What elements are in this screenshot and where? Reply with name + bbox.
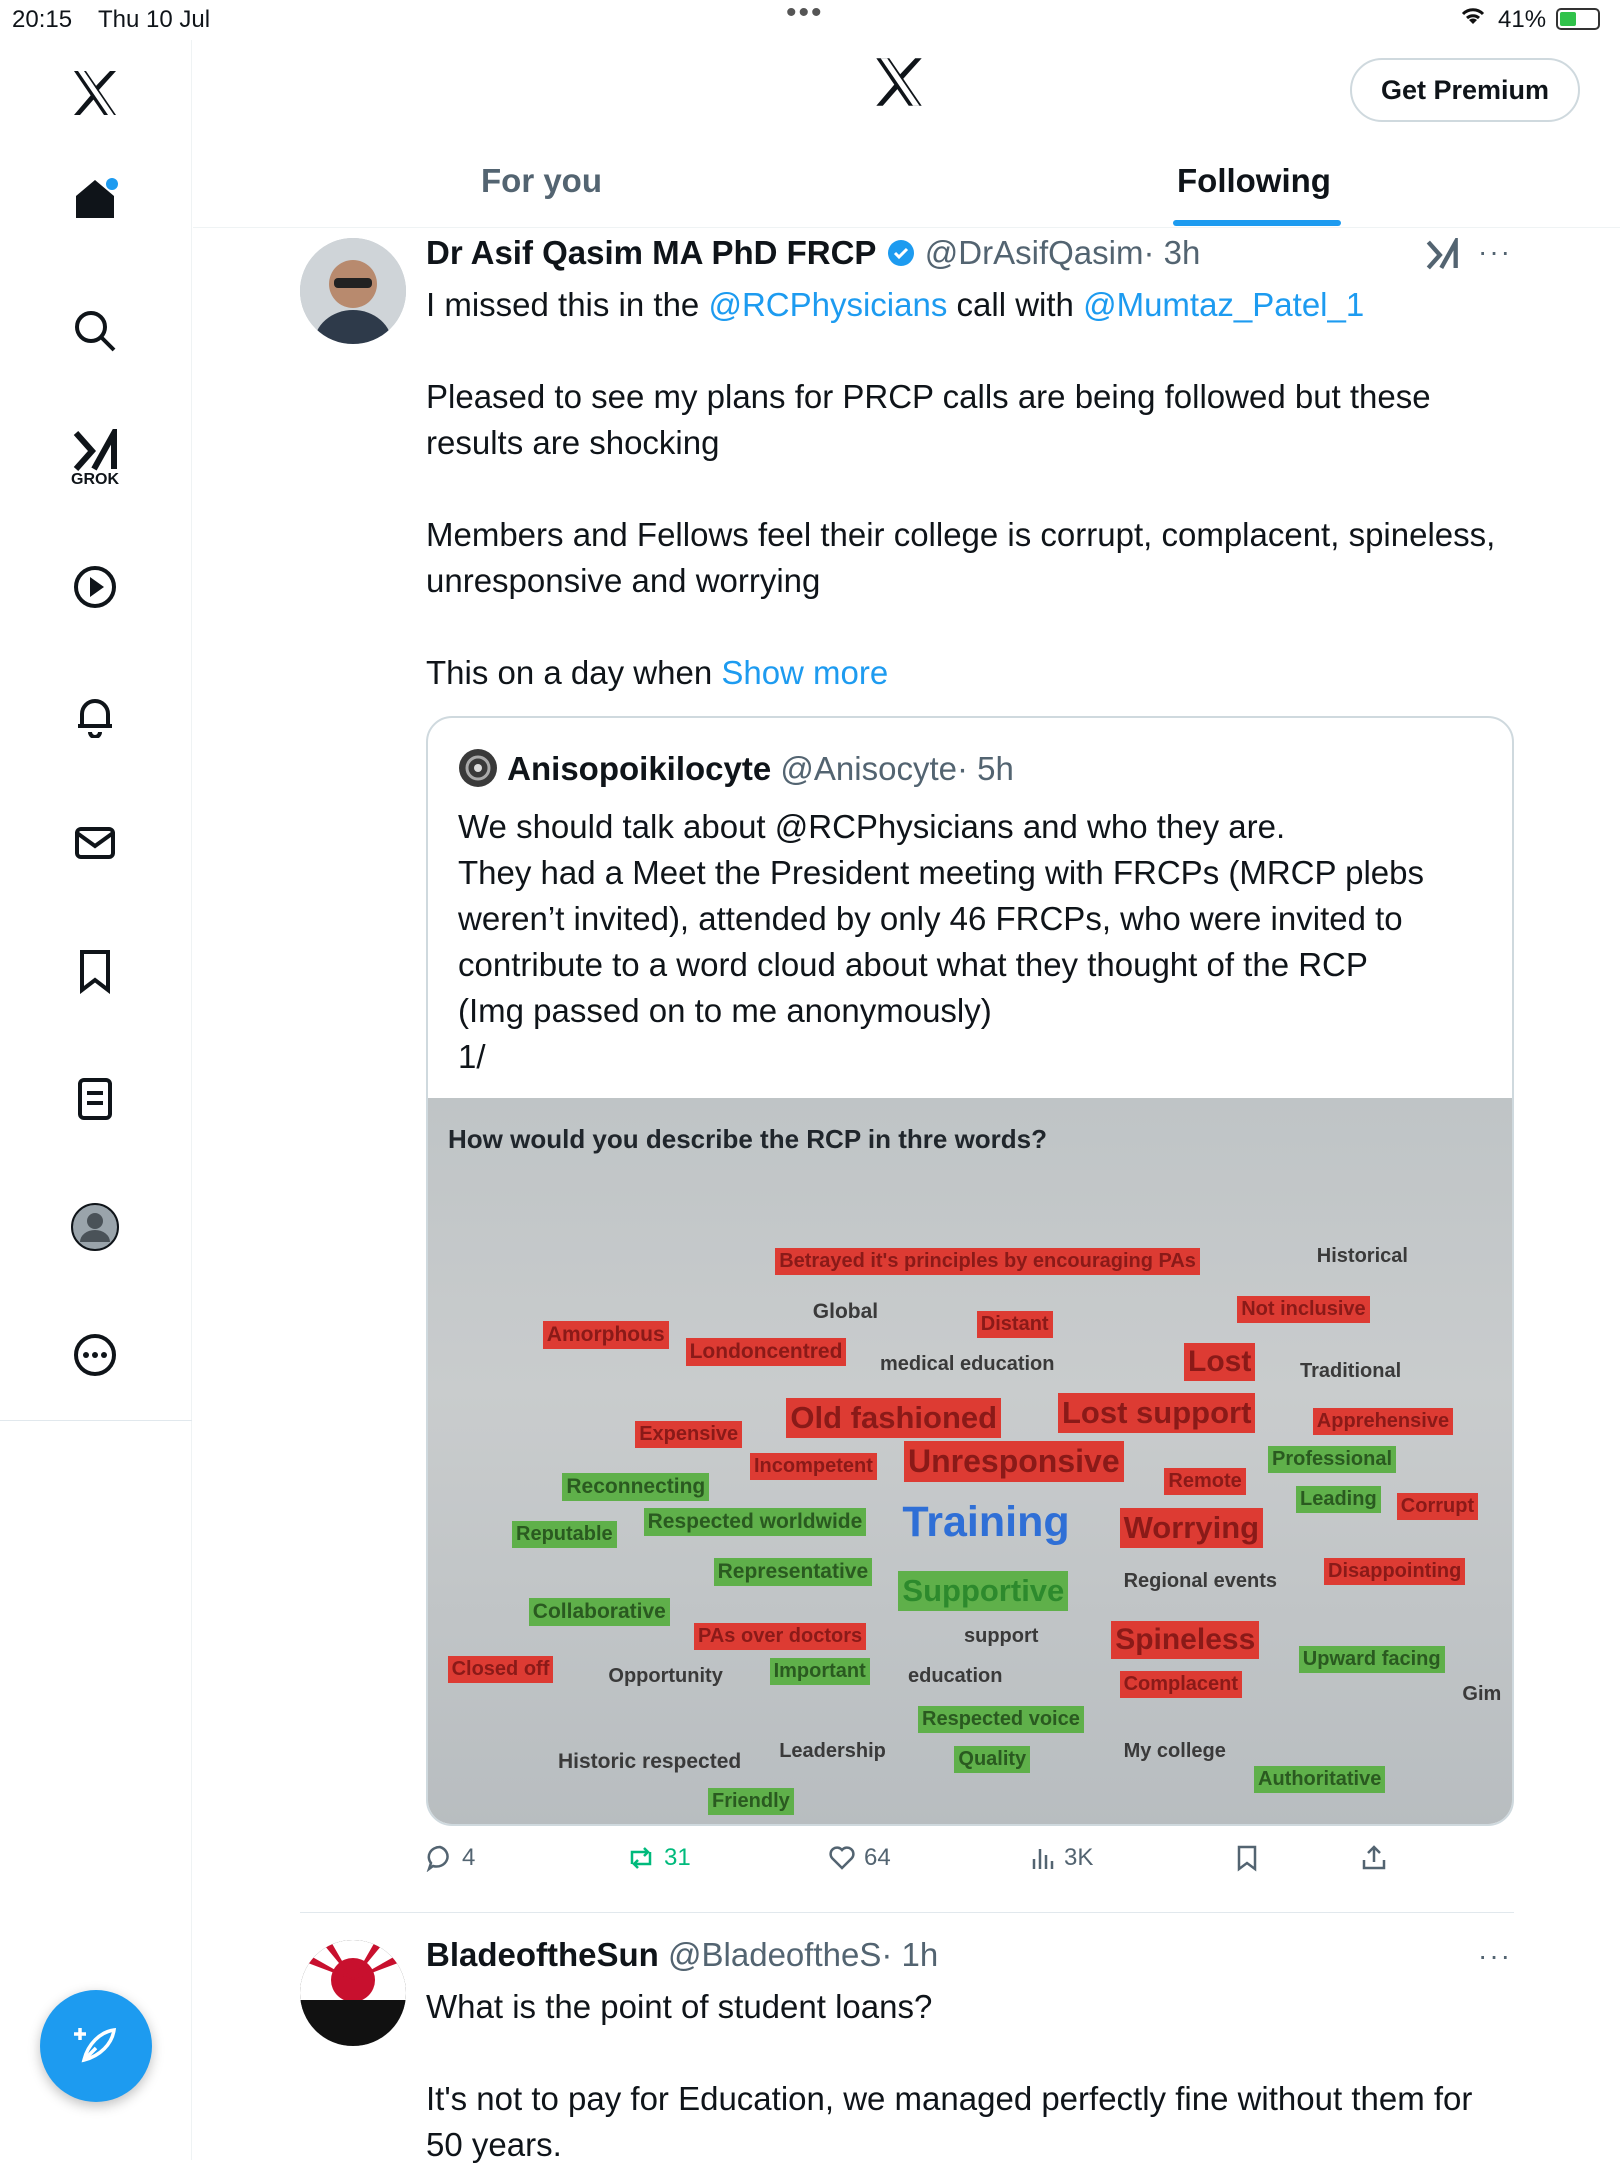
- tweet-paragraph: What is the point of student loans?: [426, 1988, 933, 2025]
- share-button[interactable]: [1360, 1844, 1388, 1872]
- word-cloud-word: Friendly: [708, 1788, 794, 1815]
- tweet-divider: [300, 1912, 1514, 1913]
- status-date: Thu 10 Jul: [98, 6, 211, 33]
- word-cloud-word: Leading: [1296, 1486, 1381, 1513]
- repost-count: 31: [664, 1844, 691, 1871]
- word-cloud-word: Historic respected: [558, 1750, 742, 1773]
- word-cloud-word: Collaborative: [529, 1598, 670, 1626]
- word-cloud-word: Training: [902, 1497, 1070, 1546]
- tweet-paragraph: Pleased to see my plans for PRCP calls are being followed but these results are shocking: [426, 378, 1431, 461]
- quote-header: [458, 748, 1014, 788]
- like-count: 64: [864, 1844, 891, 1871]
- notifications-bell-icon[interactable]: [54, 674, 136, 756]
- tweet-time[interactable]: · 1h: [881, 1936, 939, 1973]
- tweet-text-line1: [426, 282, 1506, 328]
- word-cloud-word: Traditional: [1300, 1360, 1402, 1382]
- word-cloud-word: Spineless: [1111, 1621, 1259, 1659]
- word-cloud-word: Amorphous: [543, 1321, 669, 1349]
- word-cloud-word: Incompetent: [750, 1453, 877, 1480]
- reply-count: 4: [462, 1844, 476, 1871]
- word-cloud-word: Respected voice: [918, 1706, 1084, 1733]
- author-handle[interactable]: @BladeoftheS: [668, 1936, 882, 1973]
- word-cloud-word: Betrayed it's principles by encouraging PAs: [775, 1248, 1200, 1275]
- sidebar-divider: [0, 1420, 192, 1421]
- video-icon[interactable]: [54, 546, 136, 628]
- views-button[interactable]: [1030, 1844, 1093, 1872]
- word-cloud-word: Distant: [977, 1311, 1053, 1338]
- grok-explain-icon[interactable]: [1424, 238, 1460, 277]
- word-cloud-word: Unresponsive: [904, 1441, 1124, 1482]
- bookmark-button[interactable]: [1234, 1844, 1260, 1872]
- mention-link[interactable]: @RCPhysicians: [708, 286, 948, 323]
- word-cloud-word: Not inclusive: [1237, 1296, 1369, 1323]
- tweet-text: This on a day when: [426, 654, 722, 691]
- word-cloud-word: Disappointing: [1324, 1558, 1465, 1585]
- word-cloud-word: Remote: [1164, 1468, 1245, 1495]
- word-cloud-question: How would you describe the RCP in thre words?: [448, 1124, 1048, 1154]
- grok-icon[interactable]: [54, 418, 136, 500]
- word-cloud-word: Historical: [1316, 1245, 1408, 1267]
- tab-following[interactable]: Following: [1177, 162, 1331, 199]
- word-cloud-word: Representative: [714, 1558, 873, 1586]
- battery-percent: 41%: [1498, 6, 1547, 33]
- compose-post-button[interactable]: [40, 1990, 152, 2102]
- tweet-time[interactable]: · 3h: [1143, 234, 1201, 271]
- tweet-more-icon[interactable]: ···: [1478, 236, 1512, 267]
- tweet-paragraph-last: [426, 650, 1506, 696]
- word-cloud-word: Gim: [1462, 1682, 1502, 1705]
- word-cloud-word: Apprehensive: [1313, 1408, 1453, 1435]
- multitasking-dots-icon[interactable]: •••: [786, 0, 824, 29]
- quote-author-name[interactable]: Anisopoikilocyte: [507, 750, 772, 787]
- quote-text: We should talk about @RCPhysicians and who they are. They had a Meet the President meeting with FRCPs (MRCP plebs weren’t invited), attended by only 46 FRCPs, who were invited to contribute to a word cloud about what they thought of the RCP (Img passed on to me anonymously) 1/: [458, 808, 1424, 1075]
- word-cloud-word: Authoritative: [1254, 1766, 1385, 1793]
- word-cloud-word: Corrupt: [1397, 1493, 1478, 1520]
- word-cloud-word: Reputable: [512, 1521, 617, 1548]
- author-name[interactable]: BladeoftheSun: [426, 1936, 659, 1973]
- word-cloud-word: PAs over doctors: [694, 1623, 866, 1650]
- active-tab-indicator: [1173, 220, 1341, 226]
- word-cloud-word: support: [964, 1625, 1039, 1647]
- word-cloud-word: Lost support: [1058, 1393, 1255, 1433]
- author-avatar[interactable]: [300, 238, 406, 344]
- author-avatar[interactable]: [300, 1940, 406, 2046]
- tweet-header: [426, 1936, 938, 1974]
- author-name[interactable]: Dr Asif Qasim MA PhD FRCP: [426, 234, 877, 271]
- battery-icon: [1556, 8, 1600, 30]
- get-premium-button[interactable]: Get Premium: [1350, 58, 1580, 122]
- word-cloud-word: education: [908, 1665, 1003, 1687]
- quote-author-handle[interactable]: @Anisocyte: [780, 750, 957, 787]
- word-cloud-word: medical education: [880, 1352, 1055, 1375]
- tweet-paragraph: Members and Fellows feel their college is corrupt, complacent, spineless, unresponsive and worrying: [426, 516, 1496, 599]
- word-cloud-word: Leadership: [779, 1740, 886, 1762]
- status-bar: [0, 0, 1620, 40]
- word-cloud-word: Londoncentred: [686, 1338, 847, 1366]
- word-cloud-word: Complacent: [1120, 1671, 1242, 1698]
- word-cloud-word: Expensive: [635, 1421, 742, 1448]
- like-button[interactable]: [828, 1844, 891, 1872]
- home-icon[interactable]: [54, 158, 136, 240]
- more-options-icon[interactable]: [54, 1314, 136, 1396]
- repost-button[interactable]: [626, 1844, 691, 1872]
- word-cloud-word: Lost: [1184, 1343, 1255, 1381]
- status-time: 20:15: [12, 6, 73, 33]
- word-cloud-word: My college: [1123, 1740, 1226, 1762]
- tweet-header: [426, 234, 1200, 272]
- word-cloud-word: Regional events: [1123, 1570, 1277, 1592]
- search-icon[interactable]: [54, 290, 136, 372]
- mention-link[interactable]: @Mumtaz_Patel_1: [1083, 286, 1365, 323]
- word-cloud-word: Global: [812, 1300, 879, 1323]
- author-handle[interactable]: @DrAsifQasim: [924, 234, 1144, 271]
- tweet-paragraph: It's not to pay for Education, we managed perfectly fine without them for 50 years.: [426, 2080, 1473, 2163]
- x-logo-icon[interactable]: [54, 52, 136, 134]
- header-x-logo-icon[interactable]: [872, 56, 926, 113]
- word-cloud-image[interactable]: [428, 1098, 1514, 1826]
- word-cloud-word: Reconnecting: [562, 1473, 709, 1501]
- verified-badge-icon: [886, 234, 916, 271]
- wifi-icon: [1458, 4, 1488, 35]
- messages-mail-icon[interactable]: [54, 802, 136, 884]
- reply-button[interactable]: [426, 1844, 475, 1872]
- word-cloud-word: Worrying: [1120, 1508, 1264, 1548]
- word-cloud-word: Upward facing: [1299, 1646, 1445, 1673]
- word-cloud-word: Quality: [954, 1746, 1030, 1773]
- word-cloud-word: Old fashioned: [786, 1398, 1001, 1438]
- view-count: 3K: [1064, 1844, 1094, 1871]
- feed-tabs: [193, 140, 1620, 228]
- tab-for-you[interactable]: For you: [481, 162, 602, 199]
- word-cloud-word: Opportunity: [608, 1665, 723, 1687]
- profile-avatar-icon[interactable]: [54, 1186, 136, 1268]
- tweet-more-icon[interactable]: ···: [1478, 1940, 1512, 1971]
- word-cloud-word: Professional: [1268, 1446, 1396, 1473]
- quote-time[interactable]: · 5h: [956, 750, 1014, 787]
- word-cloud-word: Respected worldwide: [644, 1508, 867, 1536]
- quote-avatar[interactable]: [458, 750, 498, 787]
- sidebar: [0, 40, 192, 2160]
- tweet-text: I missed this in the: [426, 286, 709, 323]
- bookmarks-icon[interactable]: [54, 930, 136, 1012]
- tweet-actions: [426, 1844, 1514, 1884]
- show-more-link[interactable]: Show more: [721, 654, 889, 691]
- tweet-text: call with: [947, 286, 1084, 323]
- word-cloud-word: Important: [770, 1658, 870, 1685]
- word-cloud-word: Supportive: [898, 1571, 1068, 1611]
- lists-icon[interactable]: [54, 1058, 136, 1140]
- word-cloud-word: Closed off: [448, 1656, 554, 1683]
- quoted-tweet[interactable]: [426, 716, 1514, 1826]
- grok-label: GROK: [71, 471, 119, 488]
